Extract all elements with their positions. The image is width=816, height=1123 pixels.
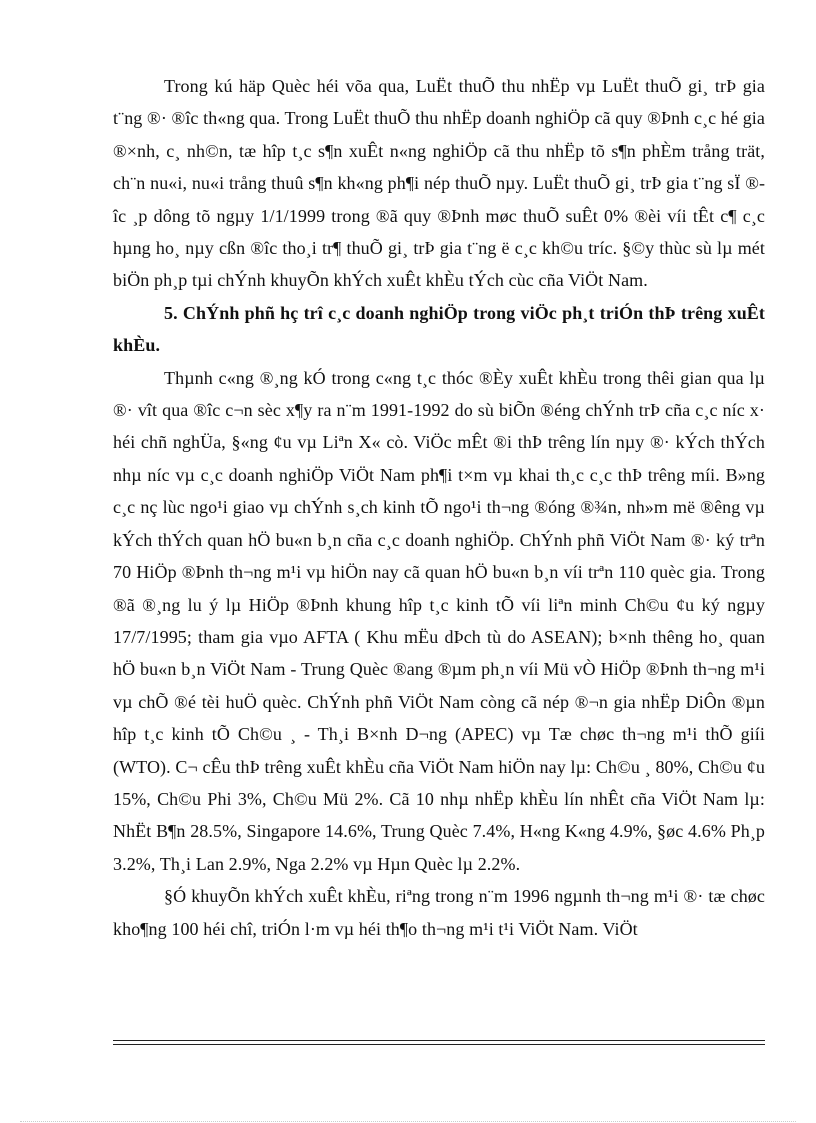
document-body xyxy=(113,70,765,945)
page-edge-divider xyxy=(20,1121,796,1122)
paragraph-export-markets: Thµnh c«ng ®¸ng kÓ trong c«ng t¸c thóc ®Èy xuÊt khÈu trong thêi gian qua lµ ®· vît qua ®îc c¬n sèc x¶y ra n¨m 1991-1992 do sù biÕn ®éng chÝnh trÞ cña c¸c níc x· héi chñ nghÜa, §«ng ¢u vµ Liªn X« cò. ViÖc mÊt ®i thÞ trêng lín nµy ®· kÝch thÝch nhµ níc vµ c¸c doanh nghiÖp ViÖt Nam ph¶i t×m vµ khai th¸c c¸c thÞ trêng míi. B»ng c¸c nç lùc ngo¹i giao vµ chÝnh s¸ch kinh tÕ ngo¹i th¬ng ®óng ®¾n, nh»m më ®êng vµ kÝch thÝch quan hÖ bu«n b¸n cña c¸c doanh nghiÖp. ChÝnh phñ ViÖt Nam ®· ký trªn 70 HiÖp ®Þnh th¬ng m¹i vµ hiÖn nay cã quan hÖ bu«n b¸n víi trªn 110 quèc gia. Trong ®ã ®¸ng lu ý lµ HiÖp ®Þnh khung hîp t¸c kinh tÕ víi liªn minh Ch©u ¢u ký ngµy 17/7/1995; tham gia vµo AFTA ( Khu mËu dÞch tù do ASEAN); b×nh thêng ho¸ quan hÖ bu«n b¸n ViÖt Nam - Trung Quèc ®ang ®µm ph¸n víi Mü vÒ HiÖp ®Þnh th¬ng m¹i vµ chÕ ®é tèi huÖ quèc. ChÝnh phñ ViÖt Nam còng cã nép ®¬n gia nhËp DiÔn ®µn hîp t¸c kinh tÕ Ch©u ¸ - Th¸i B×nh D¬ng (APEC) vµ Tæ chøc th¬ng m¹i thÕ giíi (WTO). C¬ cÊu thÞ trêng xuÊt khÈu cña ViÖt Nam hiÖn nay lµ: Ch©u ¸ 80%, Ch©u ¢u 15%, Ch©u Phi 3%, Ch©u Mü 2%. Cã 10 nhµ nhËp khÈu lín nhÊt cña ViÖt Nam lµ: NhËt B¶n 28.5%, Singapore 14.6%, Trung Quèc 7.4%, H«ng K«ng 4.9%, §øc 4.6% Ph¸p 3.2%, Th¸i Lan 2.9%, Nga 2.2% vµ Hµn Quèc lµ 2.2%. xyxy=(113,367,765,874)
paragraph-trade-fairs: §Ó khuyÕn khÝch xuÊt khÈu, riªng trong n¨m 1996 ngµnh th¬ng m¹i ®· tæ chøc kho¶ng 100 héi chî, triÓn l·m vµ héi th¶o th¬ng m¹i t¹i ViÖt Nam. ViÖt xyxy=(113,886,765,939)
paragraph-tax-law: Trong kú häp Quèc héi võa qua, LuËt thuÕ thu nhËp vµ LuËt thuÕ gi¸ trÞ gia t¨ng ®· ®îc th«ng qua. Trong LuËt thuÕ thu nhËp doanh nghiÖp cã quy ®Þnh c¸c hé gia ®×nh, c¸ nh©n, tæ hîp t¸c s¶n xuÊt n«ng nghiÖp cã thu nhËp tõ s¶n phÈm trång trät, ch¨n nu«i, nu«i trång thuû s¶n kh«ng ph¶i nép thuÕ nµy. LuËt thuÕ gi¸ trÞ gia t¨ng sÏ ®îc ¸p dông tõ ngµy 1/1/1999 trong ®ã quy ®Þnh møc thuÕ suÊt 0% ®èi víi tÊt c¶ c¸c hµng ho¸ nµy cßn ®îc tho¸i tr¶ thuÕ gi¸ trÞ gia t¨ng ë c¸c kh©u tríc. §©y thùc sù lµ mét biÖn ph¸p tµi chÝnh khuyÕn khÝch xuÊt khÈu tÝch cùc cña ViÖt Nam. xyxy=(113,76,765,291)
section-heading-5: 5. ChÝnh phñ hç trî c¸c doanh nghiÖp trong viÖc ph¸t triÓn thÞ trêng xuÊt khÈu. xyxy=(113,302,765,356)
footer-rule-bottom xyxy=(113,1044,765,1045)
footer-rule-top xyxy=(113,1040,765,1041)
